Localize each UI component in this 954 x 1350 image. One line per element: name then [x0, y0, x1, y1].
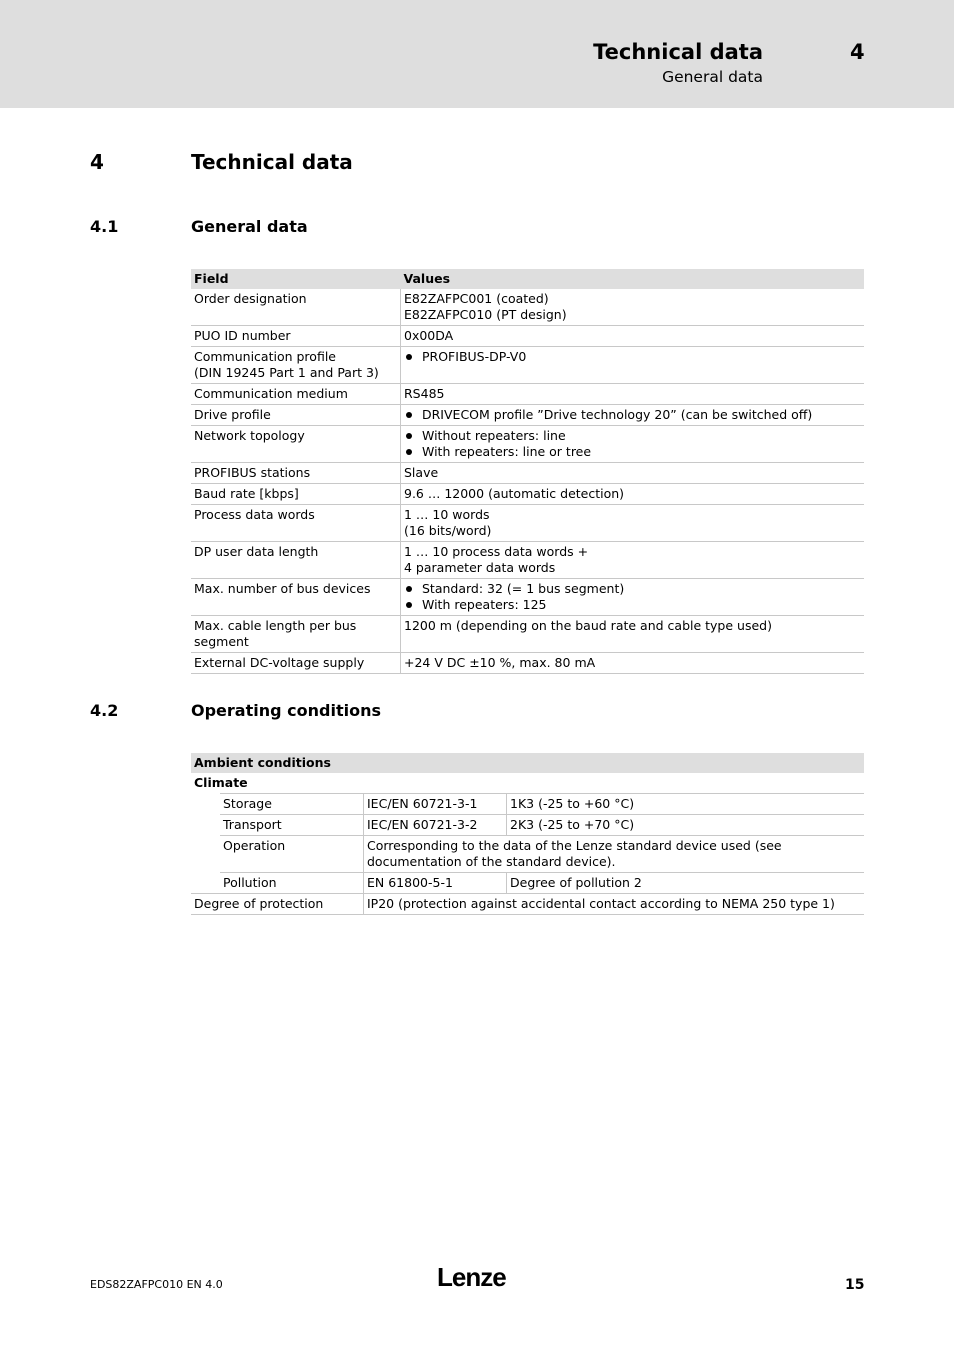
table-row [191, 405, 864, 426]
subsection-title-general: General data [191, 217, 308, 236]
subsection-title-operating: Operating conditions [191, 701, 381, 720]
pollution-standard: EN 61800-5-1 [364, 873, 507, 894]
table-row [191, 894, 864, 915]
field-text: PUO ID number [194, 328, 291, 343]
operating-conditions-table [191, 753, 864, 915]
table-row [191, 579, 864, 616]
document-id: EDS82ZAFPC010 EN 4.0 [90, 1278, 223, 1291]
field-text: Baud rate [kbps] [194, 486, 299, 501]
field-text: DP user data length [194, 544, 319, 559]
climate-group-label: Climate [194, 775, 248, 790]
field-cell [191, 384, 401, 405]
table-row [191, 794, 864, 815]
section-title: Technical data [191, 150, 353, 174]
field-cell [191, 542, 401, 579]
header-subtitle: General data [662, 68, 763, 86]
value-text: E82ZAFPC001 (coated) [404, 291, 549, 306]
field-cell [191, 484, 401, 505]
list-item: Without repeaters: line [404, 428, 861, 444]
field-text: Drive profile [194, 407, 271, 422]
lenze-logo-text: Lenze [437, 1262, 506, 1292]
value-cell [401, 426, 865, 463]
table-row [191, 347, 864, 384]
operation-label: Operation [220, 836, 364, 873]
field-text: Communication profile [194, 349, 336, 364]
field-text: Process data words [194, 507, 315, 522]
value-cell [401, 326, 865, 347]
field-cell [191, 616, 401, 653]
field-text: Order designation [194, 291, 307, 306]
table-row [191, 616, 864, 653]
operation-text: Corresponding to the data of the Lenze standard device used (see documentation of the standard device). [364, 836, 865, 873]
value-text: 1200 m (depending on the baud rate and cable type used) [404, 618, 772, 633]
field-text: segment [194, 634, 249, 649]
storage-value: 1K3 (-25 to +60 °C) [507, 794, 865, 815]
table-row [191, 505, 864, 542]
field-cell [191, 653, 401, 674]
table-row [191, 326, 864, 347]
column-header-values: Values [403, 271, 451, 286]
value-cell [401, 542, 865, 579]
page-header [0, 0, 954, 108]
field-text: Communication medium [194, 386, 348, 401]
field-cell [191, 326, 401, 347]
field-cell [191, 505, 401, 542]
page-number: 15 [845, 1277, 865, 1293]
field-cell [191, 579, 401, 616]
table-row [191, 836, 864, 873]
list-item: With repeaters: line or tree [404, 444, 861, 460]
value-text: 4 parameter data words [404, 560, 556, 575]
table-row [191, 542, 864, 579]
transport-value: 2K3 (-25 to +70 °C) [507, 815, 865, 836]
field-text: External DC-voltage supply [194, 655, 365, 670]
value-cell [401, 484, 865, 505]
table-row [191, 773, 864, 794]
field-text: PROFIBUS stations [194, 465, 311, 480]
field-cell [191, 463, 401, 484]
table-row [191, 815, 864, 836]
value-list [404, 428, 861, 460]
value-list [404, 581, 861, 613]
storage-standard: IEC/EN 60721-3-1 [364, 794, 507, 815]
field-text: Network topology [194, 428, 305, 443]
field-text: Max. number of bus devices [194, 581, 371, 596]
value-text: 1 … 10 words [404, 507, 490, 522]
list-item: PROFIBUS-DP-V0 [404, 349, 861, 365]
value-cell [401, 384, 865, 405]
value-cell [401, 579, 865, 616]
value-cell [401, 405, 865, 426]
field-cell [191, 426, 401, 463]
subsection-number-operating: 4.2 [90, 701, 119, 720]
value-text: 1 … 10 process data words + [404, 544, 589, 559]
header-chapter-number: 4 [850, 40, 865, 64]
ambient-conditions-header: Ambient conditions [194, 755, 331, 770]
lenze-logo [437, 1262, 515, 1296]
field-text: (DIN 19245 Part 1 and Part 3) [194, 365, 379, 380]
field-cell [191, 347, 401, 384]
value-text: (16 bits/word) [404, 523, 492, 538]
table-row [191, 426, 864, 463]
protection-value: IP20 (protection against accidental contact according to NEMA 250 type 1) [364, 894, 865, 915]
table-row [191, 463, 864, 484]
value-cell [401, 653, 865, 674]
table-header-row [191, 753, 864, 773]
value-text: 9.6 … 12000 (automatic detection) [404, 486, 625, 501]
list-item: Standard: 32 (= 1 bus segment) [404, 581, 861, 597]
column-header-field: Field [194, 271, 229, 286]
value-text: Slave [404, 465, 439, 480]
value-cell [401, 616, 865, 653]
storage-label: Storage [220, 794, 364, 815]
value-text: +24 V DC ±10 %, max. 80 mA [404, 655, 596, 670]
table-row [191, 653, 864, 674]
protection-label: Degree of protection [191, 894, 364, 915]
value-list [404, 407, 861, 423]
field-cell [191, 289, 401, 326]
table-row [191, 873, 864, 894]
value-text: 0x00DA [404, 328, 454, 343]
value-text: RS485 [404, 386, 445, 401]
value-cell [401, 347, 865, 384]
value-cell [401, 505, 865, 542]
transport-standard: IEC/EN 60721-3-2 [364, 815, 507, 836]
section-number: 4 [90, 150, 104, 174]
table-row [191, 484, 864, 505]
table-row [191, 289, 864, 326]
table-row [191, 384, 864, 405]
field-text: Max. cable length per bus [194, 618, 357, 633]
value-cell [401, 463, 865, 484]
general-data-table [191, 269, 864, 674]
pollution-label: Pollution [220, 873, 364, 894]
value-text: E82ZAFPC010 (PT design) [404, 307, 567, 322]
header-title: Technical data [593, 40, 763, 64]
pollution-value: Degree of pollution 2 [507, 873, 865, 894]
table-header-row [191, 269, 864, 289]
list-item: DRIVECOM profile ”Drive technology 20” (can be switched off) [404, 407, 861, 423]
subsection-number-general: 4.1 [90, 217, 119, 236]
transport-label: Transport [220, 815, 364, 836]
value-list [404, 349, 861, 365]
field-cell [191, 405, 401, 426]
list-item: With repeaters: 125 [404, 597, 861, 613]
value-cell [401, 289, 865, 326]
